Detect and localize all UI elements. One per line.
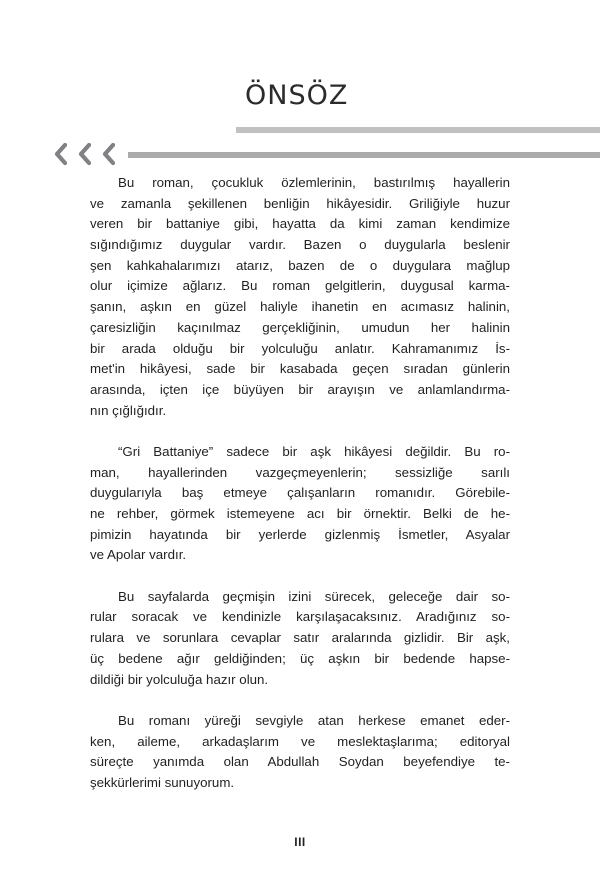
paragraph [90,587,510,690]
page-title: ÖNSÖZ [245,80,349,111]
text-line: çaresizliğin kaçınılmaz gerçekliğinin, umudun her halinin [90,319,510,335]
page-number: III [294,835,306,849]
text-line: ve zamanla şekillenen benliğin hikâyesidir. Griliğiyle huzur [90,195,510,211]
preface-body [90,173,510,814]
text-line: rulara ve sorunlara cevaplar satır aralarında gizlidir. Bir aşk, [90,630,510,646]
text-line: pimizin hayatında bir yerlerde gizlenmiş İsmetler, Asyalar [90,526,510,542]
text-line: ve Apolar vardır. [90,547,187,563]
text-line: sığındığımız duygular vardır. Bazen o duygularla beslenir [90,237,510,253]
text-line: ken, aileme, arkadaşlarım ve meslektaşlarıma; editoryal [90,733,510,749]
text-line: “Gri Battaniye” sadece bir aşk hikâyesi değildir. Bu ro- [118,443,510,459]
paragraph [90,173,510,421]
chevron-left-icon [81,145,89,163]
text-line: Bu roman, çocukluk özlemlerinin, bastırılmış hayallerin [118,175,510,190]
text-line: met'in hikâyesi, sade bir kasabada geçen sıradan günlerin [90,361,510,377]
text-line: nın çığlığıdır. [90,402,167,418]
text-line: ne rehber, görmek istemeyene acı bir örnektir. Belki de he- [90,506,510,521]
text-line: şekkürlerimi sunuyorum. [90,774,235,790]
text-line: Bu sayfalarda geçmişin izini sürecek, geleceğe dair so- [118,588,510,604]
text-line: dildiği bir yolculuğa hazır olun. [90,671,269,687]
chevron-left-icon [105,145,113,163]
paragraph [90,711,510,794]
text-line: süreçte yanımda olan Abdullah Soydan beyefendiye te- [90,754,510,770]
text-line: üç bedene ağır geldiğinden; üç aşkın bir bedende hapse- [90,650,510,666]
text-line: bir arada olduğu bir yolculuğu anlatır. Kahramanımız İs- [90,340,510,356]
text-line: olur içimize ağlarız. Bu roman gelgitlerin, duygusal karma- [90,278,510,294]
title-rule-upper [236,127,600,133]
chevron-left-icon [57,145,65,163]
text-line: man, hayallerinden vazgeçmeyenlerin; sessizliğe sarılı [90,464,510,480]
text-line: şanın, aşkın en güzel haliyle ihanetin en acımasız halinin, [90,299,510,315]
title-rule-lower [128,152,600,158]
text-line: duygularıyla baş etmeye çalışanların romanıdır. Görebile- [90,485,510,501]
text-line: veren bir battaniye gibi, hayatta da kimi zaman kendimize [90,216,510,232]
text-line: şen kahkahalarımızı atarız, bazen de o duygulara mağlup [90,257,510,273]
text-line: Bu romanı yüreği sevgiyle atan herkese emanet eder- [118,712,510,728]
text-line: rular soracak ve kendinizle karşılaşacaksınız. Aradığınız so- [90,609,510,625]
text-line: arasında, içten içe büyüyen bir arayışın ve anlamlandırma- [90,381,510,397]
paragraph [90,442,510,566]
triple-chevron-left-icon [52,140,127,168]
